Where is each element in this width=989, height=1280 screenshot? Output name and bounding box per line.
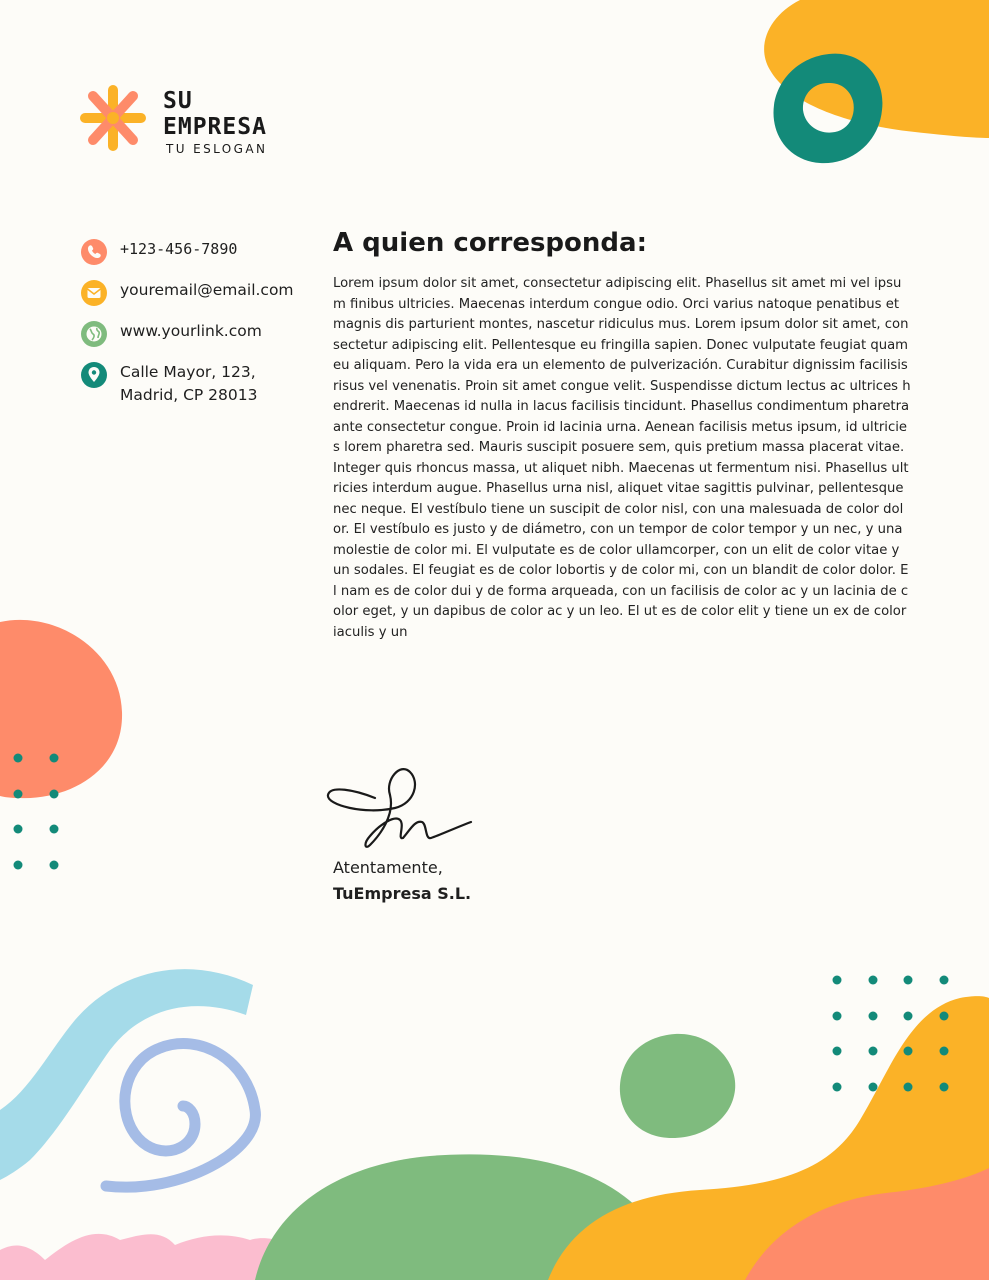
letter-closing: Atentamente,	[333, 858, 443, 877]
phone-icon	[80, 238, 108, 266]
company-logo	[80, 82, 320, 162]
brand-name-line2: EMPRESA	[163, 114, 267, 140]
address-line2: Madrid, CP 28013	[120, 386, 258, 404]
green-small-blob	[620, 1034, 735, 1138]
asterisk-flower-icon	[80, 82, 150, 154]
pink-peaks	[0, 1234, 300, 1280]
contact-address	[80, 361, 310, 407]
contact-phone	[80, 238, 310, 261]
lavender-spiral	[106, 1043, 255, 1187]
mail-icon	[80, 279, 108, 307]
email-text[interactable]: youremail@email.com	[120, 281, 294, 299]
contact-email	[80, 279, 310, 302]
website-text[interactable]: www.yourlink.com	[120, 322, 262, 340]
phone-text[interactable]: +123-456-7890	[120, 240, 238, 258]
left-coral-blob	[0, 620, 122, 798]
handwritten-signature	[325, 760, 475, 855]
contact-website	[80, 320, 310, 343]
letter-body: Lorem ipsum dolor sit amet, consectetur adipiscing elit. Phasellus sit amet mi vel ipsum finibus ultricies. Maecenas interdum congue odio. Orci varius natoque penatibus et magnis dis parturient montes, nascetur ridiculus mus. Lorem ipsum dolor sit amet, consectetur adipiscing elit. Pellentesque eu fringilla sapien. Donec vulputate feugiat quam eu aliquam. Pero la vida era un elemento de pulverización. Curabitur dignissim facilisis risus vel venenatis. Proin sit amet congue velit. Suspendisse dictum lectus ac ultrices hendrerit. Maecenas id nulla in lacus facilisis tincidunt. Phasellus condimentum pharetra ante consectetur congue. Proin id lacinia urna. Aenean facilisis metus ipsum, id ultricies lorem pharetra sed. Mauris suscipit posuere sem, quis pretium massa placerat vitae. Integer quis rhoncus massa, ut aliquet nibh. Maecenas ut fermentum nisi. Phasellus ultricies interdum augue. Phasellus urna nisl, aliquet vitae sagittis pulvinar, pellentesque nec neque. El vestíbulo tiene un suscipit de color nisl, con una malesuada de color dolor. El vestíbulo es justo y de diámetro, con un tempor de color tempor y un nec, y una molestie de color mi. El vulputate es de color ullamcorper, con un elit de color vitae y un sodales. El feugiat es de color lobortis y de color mi, con un blandit de color dolor. El nam es de color dui y de forma arqueada, con un facilisis de color ac y un lacinia de color eget, y un dapibus de color ac y un leo. El ut es de color elit y tiene un ex de color iaculis y un	[333, 276, 911, 640]
letter-company: TuEmpresa S.L.	[333, 884, 472, 903]
contact-info	[80, 238, 310, 425]
letter-content	[333, 228, 911, 643]
location-pin-icon	[80, 361, 108, 389]
address-line1: Calle Mayor, 123,	[120, 363, 256, 381]
letter-greeting: A quien corresponda:	[333, 228, 647, 258]
brand-slogan: TU ESLOGAN	[166, 142, 268, 156]
brand-name-line1: SU	[163, 88, 193, 114]
globe-icon	[80, 320, 108, 348]
